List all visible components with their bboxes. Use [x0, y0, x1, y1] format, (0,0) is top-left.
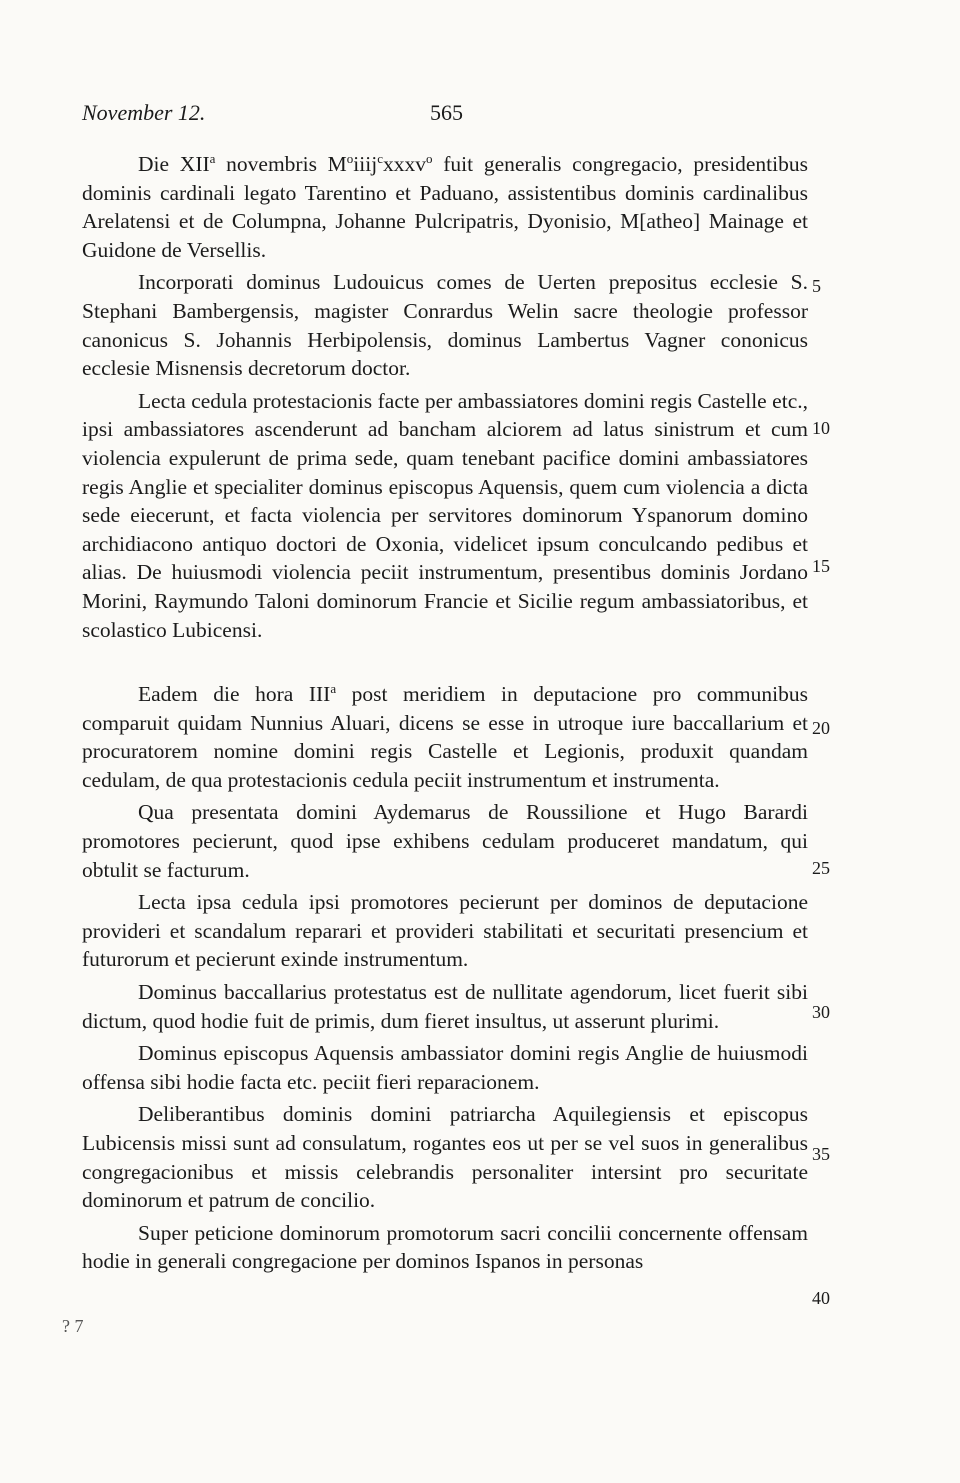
paragraph: Lecta ipsa cedula ipsi promotores pecierunt per dominos de deputacione provideri et scandalum reparari et provideri stabilitati et securitati presencium et futurorum et pecierunt exinde instrumentum.	[82, 890, 808, 972]
paragraph: Deliberantibus dominis domini patriarcha Aquilegiensis et episcopus Lubicensis missi sunt ad consulatum, rogantes eos ut per se vel suos in generalibus congregacionibus et missis celebrandis personaliter intersint pro securitate dominorum et patrum de concilio.	[82, 1102, 808, 1213]
paragraph: Lecta cedula protestacionis facte per ambassiatores domini regis Castelle etc., ipsi ambassiatores ascenderunt ad bancham alciorem ad latus sinistrum et cum violencia expulerunt de prima sede, quam tenebant pacifice domini ambassiatores regis Anglie et specialiter dominus episcopus Aquensis, quem cum violencia a dicta sede eiecerunt, et facta violencia per servitores dominorum Yspanorum domino archidiacono antiquo doctori de Oxonia, videlicet ipsum conculcando pedibus et alias. De huiusmodi violencia peciit instrumentum, presentibus dominis Jordano Morini, Raymundo Taloni dominorum Francie et Sicilie regum ambassiatoribus, et scolastico Lubicensi.	[82, 388, 808, 642]
paragraph: Eadem die hora III$^a$ post meridiem in deputacione pro communibus comparuit quidam Nunnius Aluari, dicens se esse in utroque iure baccallarium et procuratorem nomine domini regis Castelle et Legionis, produxit quandam cedulam, de qua protestacionis cedula peciit instrumentum et instrumenta.	[82, 680, 808, 792]
line-number: 35	[812, 1144, 830, 1164]
body-text	[82, 150, 808, 1280]
paragraph: Incorporati dominus Ludouicus comes de Uerten prepositus ecclesie S. Stephani Bambergensis, magister Conrardus Welin sacre theologie professor canonicus S. Johannis Herbipolensis, dominus Lambertus Vagner cononicus ecclesie Misnensis decretorum doctor.	[82, 270, 808, 381]
paragraph: Dominus episcopus Aquensis ambassiator domini regis Anglie de huiusmodi offensa sibi hodie facta etc. peciit fieri reparacionem.	[82, 1041, 808, 1094]
running-header	[82, 100, 812, 134]
header-date: November 12.	[82, 100, 206, 125]
line-number: 5	[812, 276, 821, 296]
line-number: 15	[812, 556, 830, 576]
paragraph: Super peticione dominorum promotorum sacri concilii concernente offensam hodie in generali congregacione per dominos Ispanos in personas	[82, 1220, 808, 1274]
signature-mark: ? 7	[62, 1316, 84, 1336]
line-number: 25	[812, 858, 830, 878]
line-number: 20	[812, 718, 830, 738]
paragraph: Dominus baccallarius protestatus est de nullitate agendorum, licet fuerit sibi dictum, quod hodie fuit de primis, dum fieret insultus, ut asserunt plurimi.	[82, 980, 808, 1033]
paragraph: Qua presentata domini Aydemarus de Roussilione et Hugo Barardi promotores pecierunt, quod ipse exhibens cedulam produceret mandatum, qui obtulit se facturum.	[82, 800, 808, 882]
page-number: 565	[430, 100, 463, 125]
line-number: 30	[812, 1002, 830, 1022]
paragraph: Die XII$^a$ novembris $M^oiiij^cxxxv^o$ fuit generalis congregacio, presidentibus dominis cardinali legato Tarentino et Paduano, assistentibus dominis cardinalibus Arelatensi et de Columpna, Johanne Pulcripatris, Dyonisio, M[atheo] Mainage et Guidone de Versellis.	[82, 150, 808, 262]
line-number: 10	[812, 418, 830, 438]
line-number: 40	[812, 1288, 830, 1308]
